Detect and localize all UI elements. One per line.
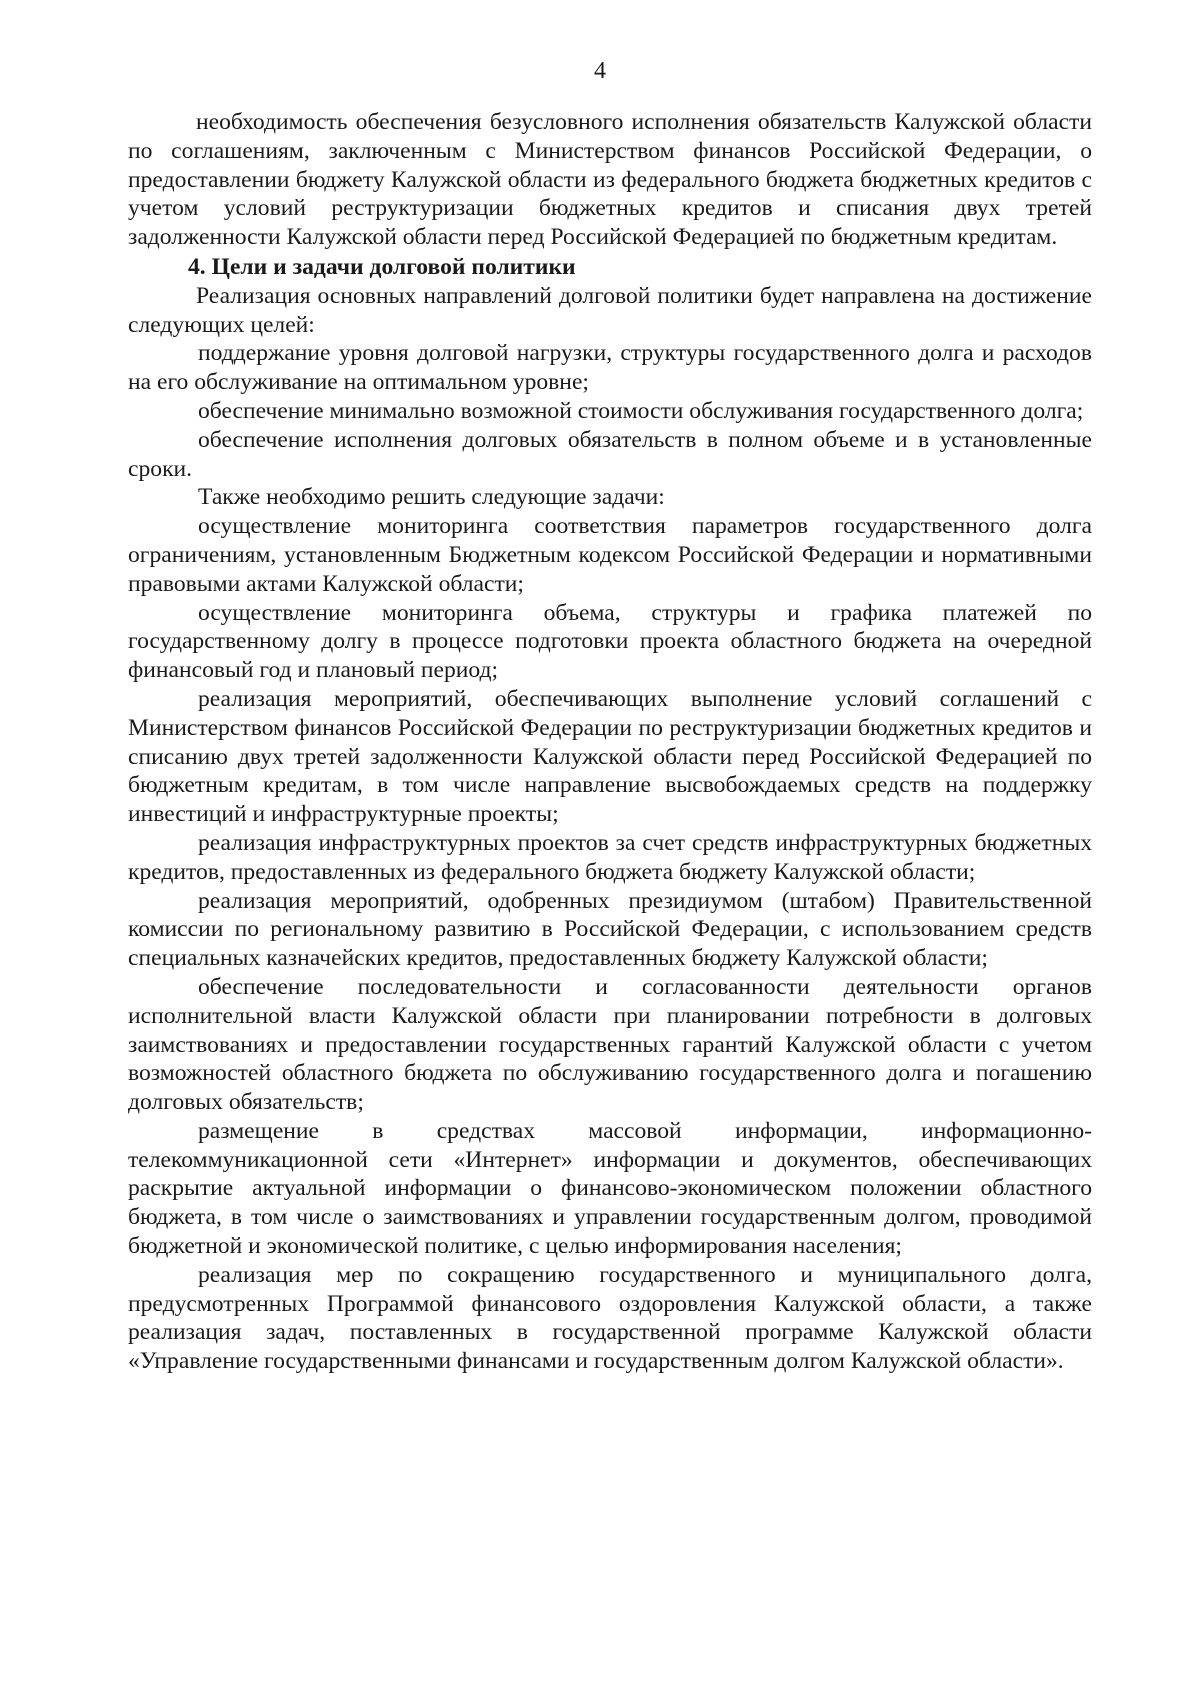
paragraph: поддержание уровня долговой нагрузки, структуры государственного долга и расходов на его обслуживание на оптимальном уровне; bbox=[128, 340, 1092, 396]
paragraph: реализация мер по сокращению государственного и муниципального долга, предусмотренных Программой финансового оздоровления Калужской области, а также реализация задач, поставленных в государственной программе Калужской области «Управление государственными финансами и государственным долгом Калужской области». bbox=[128, 1261, 1092, 1375]
paragraph: реализация мероприятий, обеспечивающих выполнение условий соглашений с Министерством финансов Российской Федерации по реструктуризации бюджетных кредитов и списанию двух третей задолженности Калужской области перед Российской Федерацией по бюджетным кредитам, в том числе направление высвобождаемых средств на поддержку инвестиций и инфраструктурные проекты; bbox=[128, 685, 1092, 828]
paragraph: осуществление мониторинга соответствия параметров государственного долга ограничениям, установленным Бюджетным кодексом Российской Федерации и нормативными правовыми актами Калужской области; bbox=[128, 513, 1092, 597]
paragraph: размещение в средствах массовой информации, информационно-телекоммуникационной сети «Интернет» информации и документов, обеспечивающих раскрытие актуальной информации о финансово-экономическом положении областного бюджета, в том числе о заимствованиях и управлении государственным долгом, проводимой бюджетной и экономической политике, с целью информирования населения; bbox=[128, 1117, 1092, 1260]
paragraph: реализация инфраструктурных проектов за счет средств инфраструктурных бюджетных кредитов, предоставленных из федерального бюджета бюджету Калужской области; bbox=[128, 829, 1092, 885]
paragraph: обеспечение исполнения долговых обязательств в полном объеме и в установленные сроки. bbox=[128, 426, 1092, 482]
paragraph: обеспечение минимально возможной стоимости обслуживания государственного долга; bbox=[198, 397, 1084, 424]
section-heading: 4. Цели и задачи долговой политики bbox=[188, 253, 576, 280]
paragraph: Также необходимо решить следующие задачи: bbox=[198, 484, 665, 511]
page-number: 4 bbox=[594, 58, 606, 84]
paragraph: осуществление мониторинга объема, структуры и графика платежей по государственному долгу в процессе подготовки проекта областного бюджета на очередной финансовый год и плановый период; bbox=[128, 599, 1092, 684]
paragraph: необходимость обеспечения безусловного исполнения обязательств Калужской области по соглашениям, заключенным с Министерством финансов Российской Федерации, о предоставлении бюджету Калужской области из федерального бюджета бюджетных кредитов с учетом условий реструктуризации бюджетных кредитов и списания двух третей задолженности Калужской области перед Российской Федерацией по бюджетным кредитам. bbox=[128, 109, 1092, 251]
document-body bbox=[128, 108, 1092, 1376]
paragraph: обеспечение последовательности и согласованности деятельности органов исполнительной власти Калужской области при планировании потребности в долговых заимствованиях и предоставлении государственных гарантий Калужской области с учетом возможностей областного бюджета по обслуживанию государственного долга и погашению долговых обязательств; bbox=[128, 973, 1092, 1116]
paragraph: Реализация основных направлений долговой политики будет направлена на достижение следующих целей: bbox=[128, 282, 1092, 338]
paragraph: реализация мероприятий, одобренных президиумом (штабом) Правительственной комиссии по региональному развитию в Российской Федерации, с использованием средств специальных казначейских кредитов, предоставленных бюджету Калужской области; bbox=[128, 887, 1092, 972]
